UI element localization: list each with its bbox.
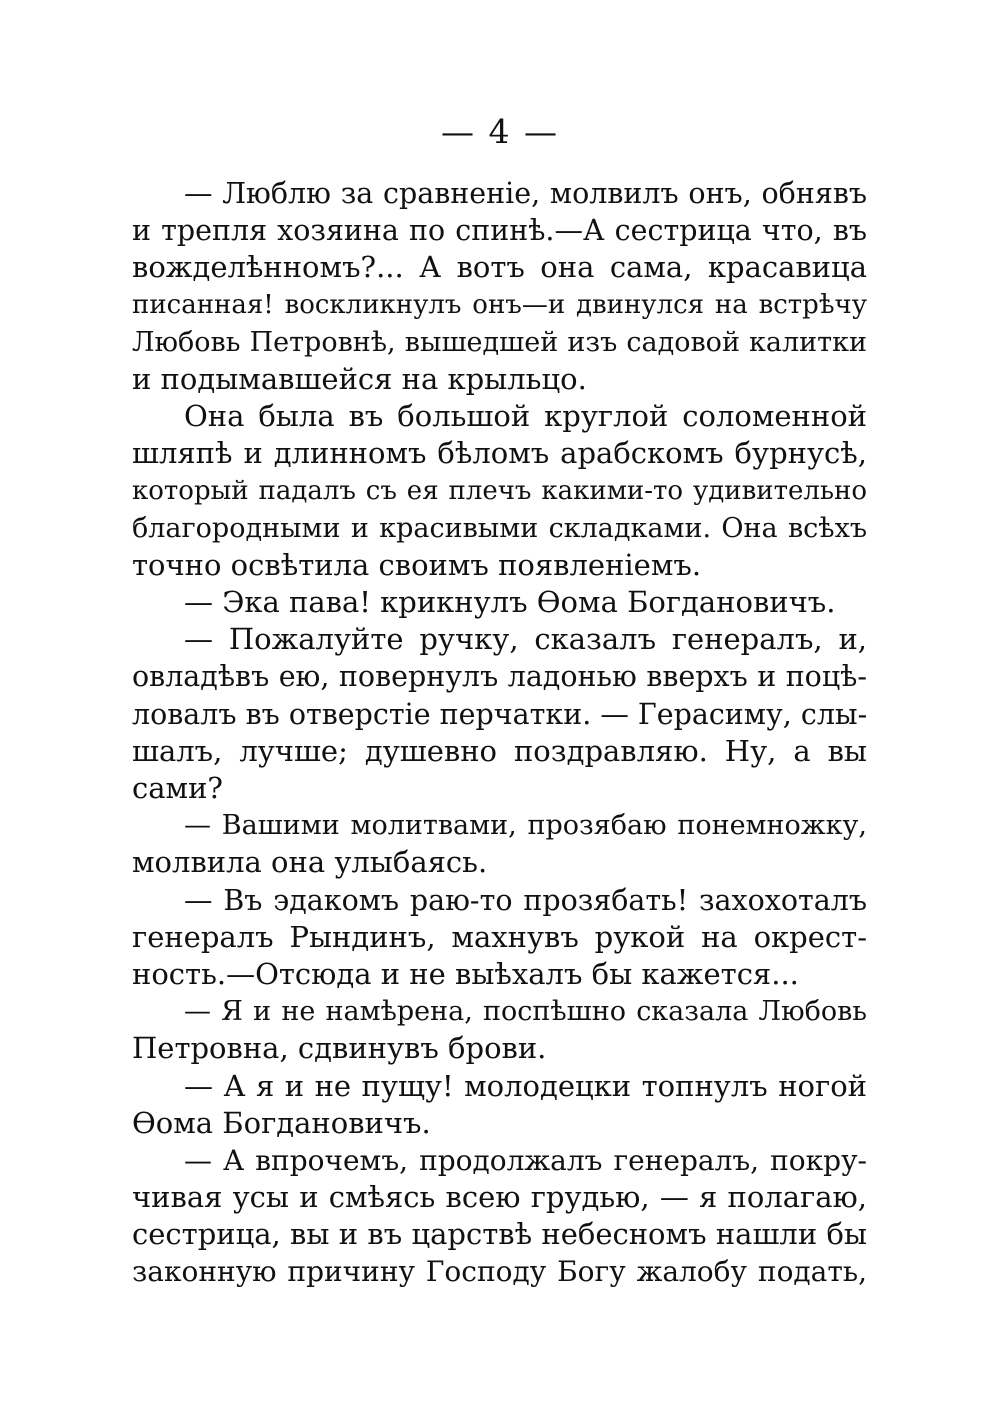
text-line: законную причину Господу Богу жалобу подать, (132, 1255, 867, 1289)
text-line: — Въ эдакомъ раю-то прозябать! захохоталъ (184, 883, 867, 917)
paragraph (132, 398, 867, 584)
text-line: — А впрочемъ, продолжалъ генералъ, покру- (184, 1143, 867, 1177)
text-line: Любовь Петровнѣ, вышедшей изъ садовой калитки (132, 326, 867, 358)
text-line: — Я и не намѣрена, поспѣшно сказала Любовь (184, 996, 867, 1028)
text-line: шалъ, лучше; душевно поздравляю. Ну, а вы (132, 733, 867, 768)
text-line: — Пожалуйте ручку, сказалъ генералъ, и, (184, 622, 867, 657)
text-line: ловалъ въ отверстіе перчатки. — Герасиму, слы- (132, 697, 868, 731)
text-line: вожделѣнномъ?... А вотъ она сама, красавица (132, 250, 867, 285)
text-line: и подымавшейся на крыльцо. (132, 361, 587, 396)
paragraph (132, 1142, 867, 1291)
text-line: ность.—Отсюда и не выѣхалъ бы кажется... (132, 956, 799, 991)
text-line: — Люблю за сравненіе, молвилъ онъ, обнявъ (184, 177, 867, 210)
paragraph (132, 1068, 867, 1142)
text-line: Петровна, сдвинувъ брови. (132, 1031, 547, 1066)
paragraph (132, 584, 867, 621)
text-line: сестрица, вы и въ царствѣ небесномъ нашли бы (132, 1217, 867, 1252)
paragraph (132, 993, 867, 1067)
text-line: чивая усы и смѣясь всею грудью, — я полагаю, (132, 1180, 867, 1215)
text-line: — Эка пава! крикнулъ Ѳома Богдановичъ. (184, 585, 836, 620)
text-line: Ѳома Богдановичъ. (132, 1105, 431, 1140)
text-line: шляпѣ и длинномъ бѣломъ арабскомъ бурнусѣ, (132, 436, 867, 471)
text-line: овладѣвъ ею, повернулъ ладонью вверхъ и поцѣ- (132, 660, 867, 694)
paragraph (132, 175, 867, 398)
text-line: точно освѣтила своимъ появленіемъ. (132, 547, 702, 582)
text-line: благородными и красивыми складками. Она всѣхъ (132, 512, 867, 544)
body-text (132, 175, 867, 1291)
page-number: — 4 — (441, 112, 559, 151)
text-line: — Вашими молитвами, прозябаю понемножку, (184, 810, 867, 842)
text-line: молвила она улыбаясь. (132, 845, 488, 880)
paragraph (132, 807, 867, 881)
text-line: сами? (132, 771, 223, 805)
text-line: который падалъ съ ея плечъ какими-то удивительно (132, 475, 867, 506)
text-line: писанная! воскликнулъ онъ—и двинулся на встрѣчу (132, 289, 867, 320)
text-line: генералъ Рындинъ, махнувъ рукой на окрест- (132, 919, 867, 954)
paragraph (132, 882, 867, 994)
paragraph (132, 621, 867, 807)
text-line: Она была въ большой круглой соломенной (184, 399, 867, 434)
text-line: и трепля хозяина по спинѣ.—А сестрица что, въ (132, 214, 867, 248)
text-line: — А я и не пущу! молодецки топнулъ ногой (184, 1068, 867, 1103)
